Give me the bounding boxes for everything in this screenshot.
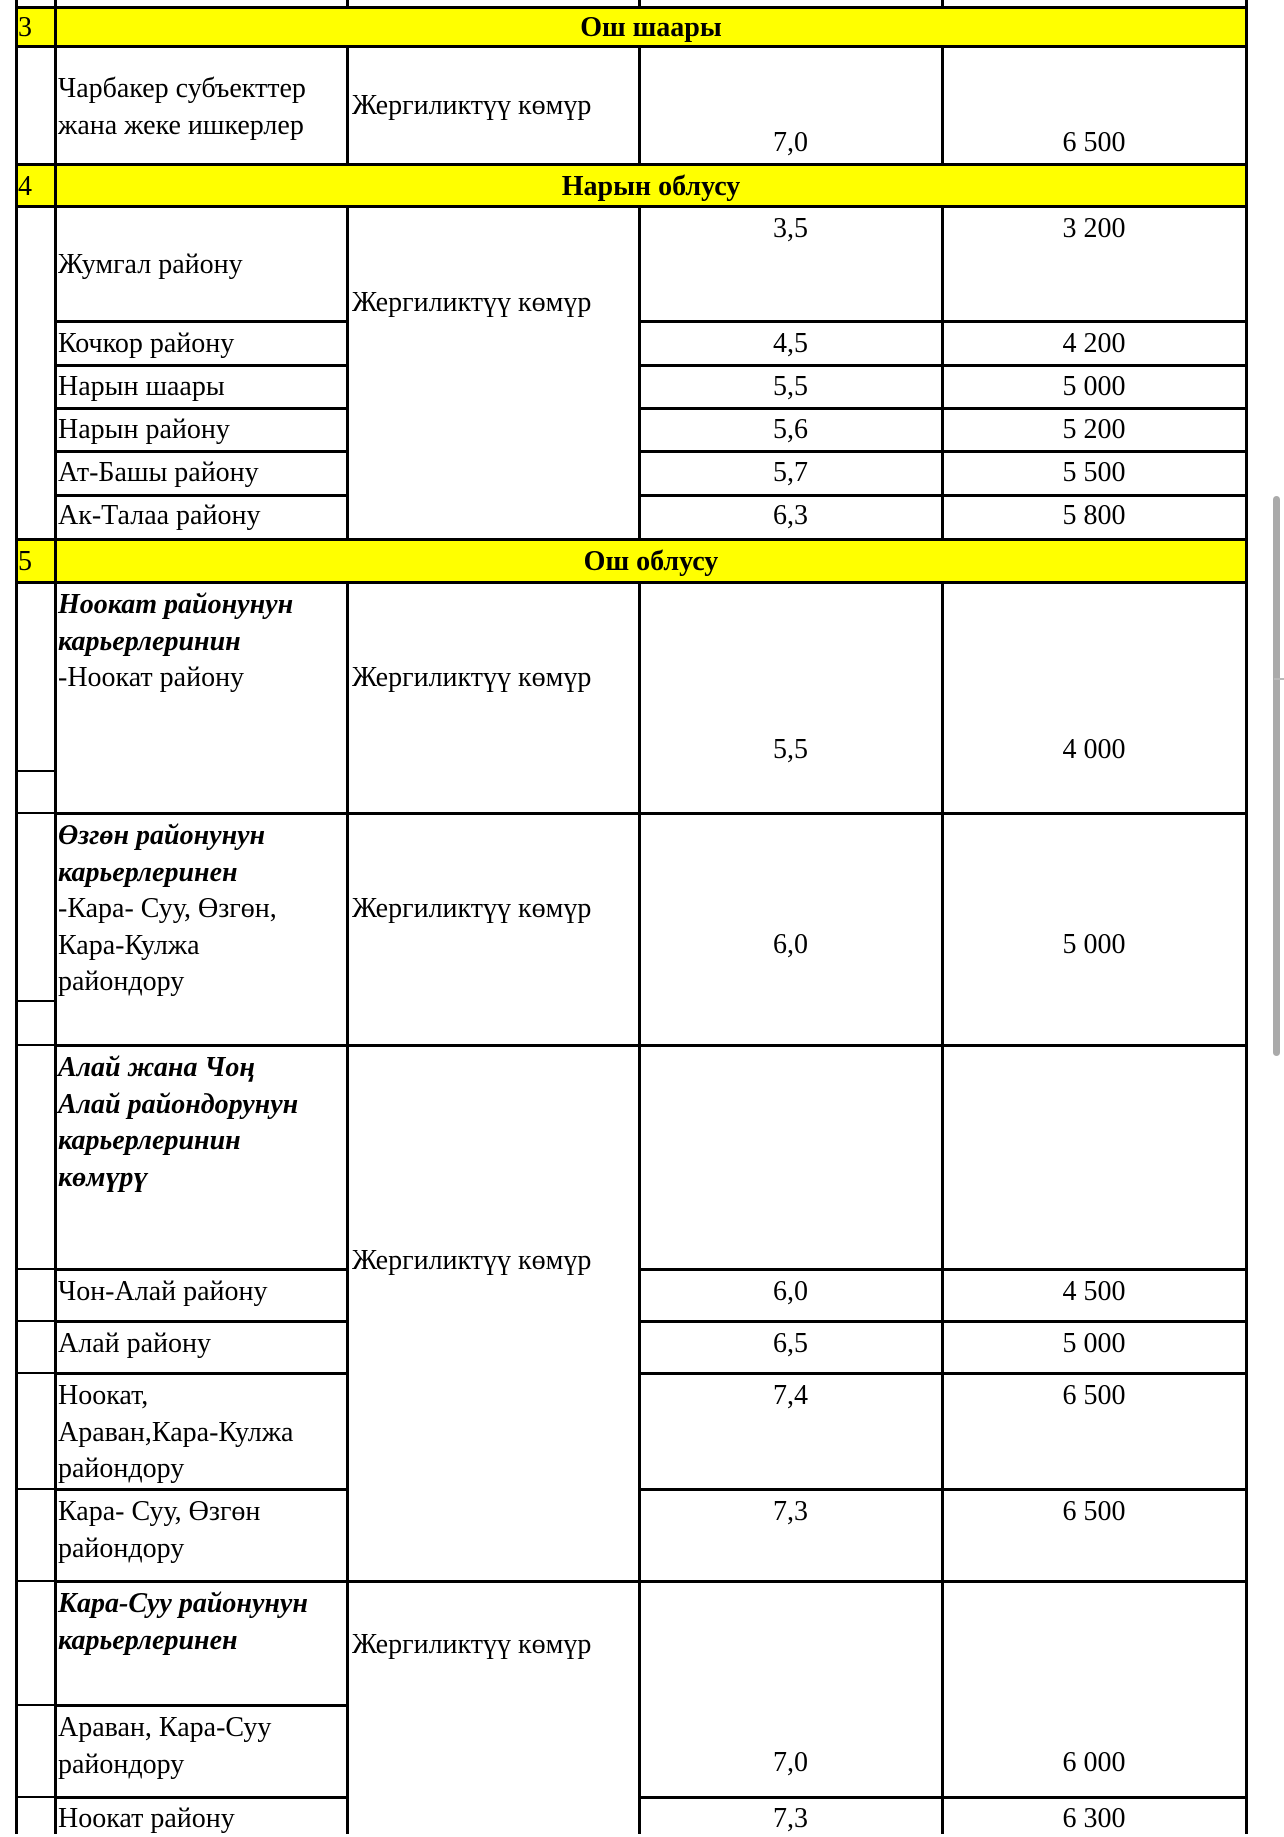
grid-line (55, 1488, 347, 1491)
row-name-line: райондору (58, 1748, 185, 1780)
grid-line (16, 1268, 55, 1270)
row-name-line: Кара-Суу районунун (58, 1588, 308, 1619)
row-name-line: Алай жана Чоң (58, 1052, 255, 1083)
grid-line (55, 1704, 347, 1707)
row-name-line: -Ноокат району (58, 662, 245, 693)
section-number: 4 (18, 171, 32, 202)
row-name-line: Нарын шаары (58, 371, 225, 402)
row-name-line: Өзгөн районунун (58, 820, 266, 851)
grid-line (941, 0, 944, 7)
row-value-1: 3,5 (773, 213, 808, 244)
row-value-1: 6,0 (773, 929, 808, 960)
section-number: 3 (18, 12, 32, 43)
resource-type-label: Жергиликтүү көмүр (352, 287, 592, 318)
row-name-line: райондору (58, 966, 185, 997)
grid-line (16, 1000, 55, 1002)
row-value-2: 5 800 (1062, 500, 1126, 531)
row-name-line: Чон-Алай району (58, 1276, 268, 1307)
grid-line (55, 494, 347, 497)
grid-line (54, 0, 57, 1834)
row-name-line: райондору (58, 1532, 185, 1564)
row-value-2: 4 500 (1062, 1276, 1126, 1307)
row-value-2: 5 000 (1062, 929, 1126, 960)
row-name-line: жана жеке ишкерлер (58, 109, 304, 141)
row-value-1: 6,3 (773, 500, 808, 531)
row-value-2: 6 500 (1062, 1496, 1126, 1527)
grid-line (55, 364, 347, 367)
row-value-2: 5 000 (1062, 371, 1126, 402)
page-edge-marker (1274, 678, 1284, 680)
row-value-2: 5 000 (1062, 1328, 1126, 1359)
row-name-line: Ноокат, (58, 1380, 149, 1411)
grid-line (16, 1320, 55, 1322)
row-value-1: 7,3 (773, 1803, 808, 1834)
grid-line (16, 581, 1246, 584)
section-title: Нарын облусу (561, 171, 741, 202)
row-value-1: 5,6 (773, 414, 808, 445)
row-name-line: Ноокат району (58, 1803, 235, 1834)
row-name-line: карьерлеринен (58, 856, 238, 888)
row-value-1: 5,5 (773, 734, 808, 765)
row-value-1: 5,7 (773, 457, 808, 488)
row-value-2: 4 000 (1062, 734, 1126, 765)
grid-line (638, 0, 641, 7)
row-name-line: Кара- Суу, Өзгөн (58, 1496, 261, 1527)
grid-line (346, 206, 349, 539)
grid-line (55, 812, 1246, 815)
grid-line (16, 1704, 55, 1706)
section-number: 5 (18, 546, 32, 577)
grid-line (55, 1580, 1246, 1583)
grid-line (346, 0, 349, 7)
grid-line (55, 450, 347, 453)
row-value-2: 3 200 (1062, 213, 1126, 244)
grid-line (16, 538, 1246, 541)
row-name-line: карьерлеринен (58, 1624, 238, 1656)
grid-line (16, 1372, 55, 1374)
resource-type-label: Жергиликтүү көмүр (352, 662, 592, 693)
grid-line (16, 1044, 55, 1046)
row-value-1: 4,5 (773, 328, 808, 359)
grid-line (16, 812, 55, 814)
grid-line (941, 582, 944, 1834)
grid-line (1245, 0, 1248, 1834)
row-value-2: 4 200 (1062, 328, 1126, 359)
grid-line (346, 582, 349, 1834)
resource-type-label: Жергиликтүү көмүр (352, 893, 592, 924)
row-value-2: 5 200 (1062, 414, 1126, 445)
row-value-1: 6,5 (773, 1328, 808, 1359)
grid-line (16, 1488, 55, 1490)
grid-line (55, 1268, 347, 1271)
row-value-2: 6 500 (1062, 127, 1126, 158)
row-name-line: Кочкор району (58, 328, 235, 359)
row-value-1: 7,3 (773, 1496, 808, 1527)
section-title: Ош шаары (580, 12, 722, 43)
row-name-line: Жумгал району (58, 249, 243, 280)
grid-line (638, 582, 641, 1834)
grid-line (346, 46, 349, 164)
row-name-line: Кара-Кулжа (58, 929, 200, 961)
row-value-1: 6,0 (773, 1276, 808, 1307)
row-name-line: Ноокат районунун (58, 589, 294, 620)
grid-line (55, 1372, 347, 1375)
grid-line (55, 1796, 347, 1799)
grid-line (16, 1796, 55, 1798)
row-value-2: 6 300 (1062, 1803, 1126, 1834)
row-name-line: карьерлеринин (58, 1125, 241, 1156)
row-value-1: 7,0 (773, 1747, 808, 1778)
row-name-line: Араван, Кара-Суу (58, 1712, 272, 1743)
row-name-line: райондору (58, 1453, 185, 1484)
row-name-line: көмүрү (58, 1161, 148, 1193)
resource-type-label: Жергиликтүү көмүр (352, 1629, 592, 1660)
grid-line (55, 1044, 1246, 1047)
row-value-2: 5 500 (1062, 457, 1126, 488)
row-name-line: Алай райондорунун (58, 1088, 299, 1120)
grid-line (55, 1320, 347, 1323)
grid-line (16, 163, 1246, 166)
row-name-line: Алай району (58, 1328, 212, 1359)
row-value-1: 7,0 (773, 127, 808, 158)
row-value-1: 5,5 (773, 371, 808, 402)
row-name-line: -Кара- Суу, Өзгөн, (58, 893, 277, 924)
grid-line (16, 1580, 55, 1582)
grid-line (16, 6, 1246, 9)
section-title: Ош облусу (583, 546, 719, 577)
row-name-line: Араван,Кара-Кулжа (58, 1416, 294, 1448)
vertical-scrollbar[interactable] (1273, 496, 1280, 1056)
grid-line (16, 770, 55, 772)
row-name-line: карьерлеринин (58, 625, 241, 657)
row-name-line: Нарын району (58, 414, 230, 445)
resource-type-label: Жергиликтүү көмүр (352, 1245, 592, 1276)
row-name-line: Ак-Талаа району (58, 500, 261, 531)
resource-type-label: Жергиликтүү көмүр (352, 90, 592, 121)
grid-line (55, 407, 347, 410)
row-value-2: 6 500 (1062, 1380, 1126, 1411)
grid-line (15, 0, 18, 1834)
row-name-line: Ат-Башы району (58, 457, 259, 488)
row-name-line: Чарбакер субъекттер (58, 73, 306, 104)
row-value-1: 7,4 (773, 1380, 808, 1411)
row-value-2: 6 000 (1062, 1747, 1126, 1778)
grid-line (55, 320, 347, 323)
